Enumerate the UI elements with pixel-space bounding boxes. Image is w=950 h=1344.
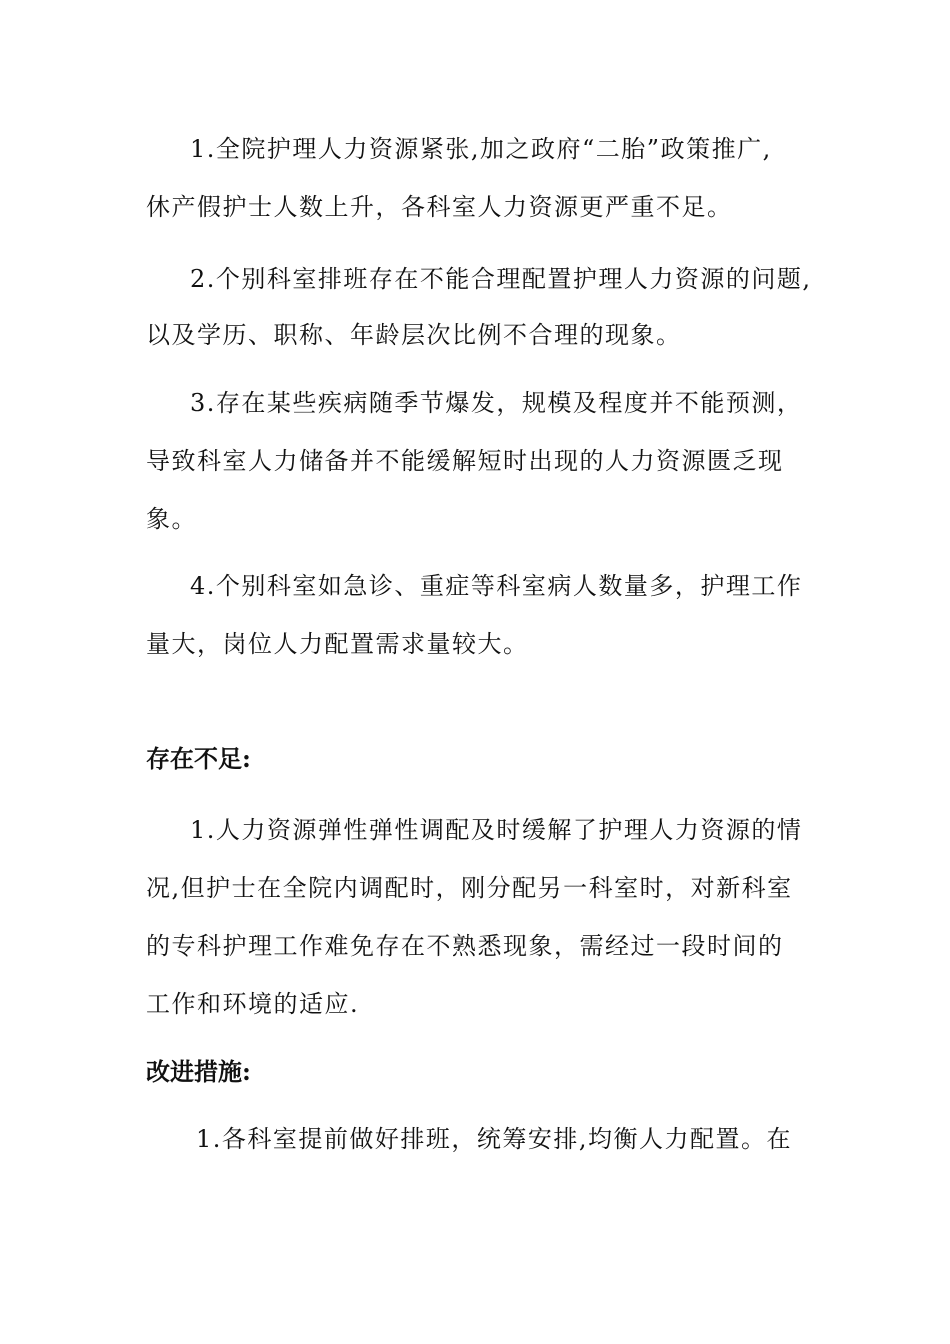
shortcomings-line-4: 工作和环境的适应. <box>146 990 360 1018</box>
section-heading-shortcomings: 存在不足: <box>146 744 251 773</box>
paragraph-1-line-1: 1.全院护理人力资源紧张,加之政府“二胎”政策推广, <box>190 135 772 163</box>
paragraph-2-line-1: 2.个别科室排班存在不能合理配置护理人力资源的问题, <box>190 265 812 293</box>
paragraph-3-line-2: 导致科室人力储备并不能缓解短时出现的人力资源匮乏现 <box>146 447 784 475</box>
improvements-line-1: 1.各科室提前做好排班，统筹安排,均衡人力配置。在 <box>196 1125 793 1153</box>
paragraph-3-line-3: 象。 <box>146 505 197 533</box>
shortcomings-line-2: 况,但护士在全院内调配时，刚分配另一科室时，对新科室 <box>146 874 793 902</box>
shortcomings-line-3: 的专科护理工作难免存在不熟悉现象，需经过一段时间的 <box>146 932 784 960</box>
paragraph-1-line-2: 休产假护士人数上升，各科室人力资源更严重不足。 <box>146 193 733 221</box>
paragraph-2-line-2: 以及学历、职称、年龄层次比例不合理的现象。 <box>146 321 682 349</box>
paragraph-4-line-2: 量大，岗位人力配置需求量较大。 <box>146 630 529 658</box>
paragraph-3-line-1: 3.存在某些疾病随季节爆发，规模及程度并不能预测， <box>190 389 803 417</box>
shortcomings-line-1: 1.人力资源弹性弹性调配及时缓解了护理人力资源的情 <box>190 816 803 844</box>
paragraph-4-line-1: 4.个别科室如急诊、重症等科室病人数量多，护理工作 <box>190 572 803 600</box>
section-heading-improvements: 改进措施: <box>146 1057 251 1086</box>
